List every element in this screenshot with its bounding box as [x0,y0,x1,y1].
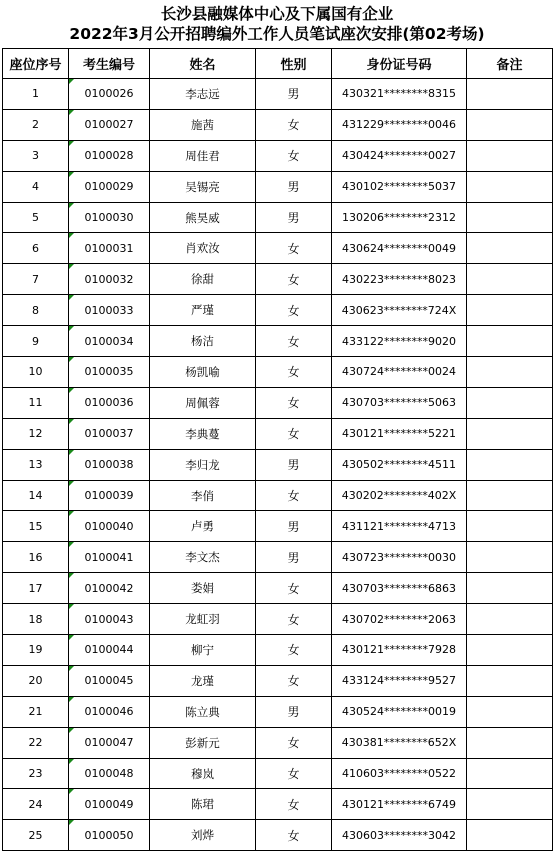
seat-cell: 20 [3,665,69,696]
id-number-cell: 430703********6863 [332,573,467,604]
gender-cell: 女 [256,418,332,449]
id-number-cell: 430624********0049 [332,233,467,264]
table-row [3,109,553,140]
note-cell [467,295,553,326]
table-row [3,604,553,635]
exam-number-cell: 0100047 [69,727,150,758]
table-row [3,511,553,542]
name-cell: 杨洁 [150,326,256,357]
exam-number-cell: 0100026 [69,79,150,110]
exam-number-cell: 0100041 [69,542,150,573]
id-number-cell: 430703********5063 [332,387,467,418]
id-number-cell: 430524********0019 [332,696,467,727]
gender-cell: 女 [256,326,332,357]
table-row [3,573,553,604]
id-number-cell: 430202********402X [332,480,467,511]
note-cell [467,635,553,666]
table-row [3,233,553,264]
table-row [3,79,553,110]
table-row [3,295,553,326]
note-cell [467,140,553,171]
gender-cell: 女 [256,758,332,789]
note-cell [467,449,553,480]
table-row [3,140,553,171]
gender-cell: 男 [256,696,332,727]
exam-number-cell: 0100029 [69,171,150,202]
seat-cell: 2 [3,109,69,140]
id-number-cell: 431121********4713 [332,511,467,542]
name-cell: 施茜 [150,109,256,140]
note-cell [467,357,553,388]
note-cell [467,542,553,573]
seat-cell: 4 [3,171,69,202]
id-number-cell: 430121********6749 [332,789,467,820]
seat-cell: 14 [3,480,69,511]
gender-cell: 女 [256,635,332,666]
name-cell: 龙瑾 [150,665,256,696]
note-cell [467,511,553,542]
gender-cell: 女 [256,233,332,264]
seat-cell: 19 [3,635,69,666]
id-number-cell: 430121********5221 [332,418,467,449]
id-number-cell: 410603********0522 [332,758,467,789]
note-cell [467,789,553,820]
id-number-cell: 430121********7928 [332,635,467,666]
seating-table [2,48,553,851]
note-cell [467,264,553,295]
exam-number-cell: 0100037 [69,418,150,449]
name-cell: 李归龙 [150,449,256,480]
gender-cell: 男 [256,449,332,480]
exam-number-cell: 0100038 [69,449,150,480]
seat-cell: 6 [3,233,69,264]
exam-number-cell: 0100042 [69,573,150,604]
gender-cell: 女 [256,665,332,696]
header-id-number: 身份证号码 [332,49,467,79]
seat-cell: 18 [3,604,69,635]
seat-cell: 22 [3,727,69,758]
gender-cell: 女 [256,604,332,635]
exam-number-cell: 0100049 [69,789,150,820]
sheet-title-line2: 2022年3月公开招聘编外工作人员笔试座次安排(第02考场) [69,25,485,43]
name-cell: 徐甜 [150,264,256,295]
note-cell [467,79,553,110]
exam-number-cell: 0100050 [69,820,150,851]
gender-cell: 女 [256,140,332,171]
seat-cell: 16 [3,542,69,573]
exam-number-cell: 0100030 [69,202,150,233]
table-row [3,665,553,696]
seat-cell: 9 [3,326,69,357]
seat-cell: 13 [3,449,69,480]
table-row [3,820,553,851]
name-cell: 严瑾 [150,295,256,326]
table-row [3,635,553,666]
gender-cell: 女 [256,387,332,418]
table-row [3,387,553,418]
name-cell: 龙虹羽 [150,604,256,635]
note-cell [467,480,553,511]
name-cell: 周佩蓉 [150,387,256,418]
gender-cell: 女 [256,357,332,388]
header-name: 姓名 [150,49,256,79]
table-row [3,326,553,357]
note-cell [467,171,553,202]
exam-number-cell: 0100045 [69,665,150,696]
seat-cell: 7 [3,264,69,295]
id-number-cell: 430603********3042 [332,820,467,851]
name-cell: 陈立典 [150,696,256,727]
seat-cell: 21 [3,696,69,727]
seat-cell: 23 [3,758,69,789]
id-number-cell: 430724********0024 [332,357,467,388]
id-number-cell: 430623********724X [332,295,467,326]
table-row [3,449,553,480]
name-cell: 周佳君 [150,140,256,171]
note-cell [467,727,553,758]
exam-number-cell: 0100046 [69,696,150,727]
table-row [3,418,553,449]
name-cell: 肖欢汝 [150,233,256,264]
seat-cell: 1 [3,79,69,110]
seat-cell: 25 [3,820,69,851]
exam-number-cell: 0100036 [69,387,150,418]
table-row [3,727,553,758]
gender-cell: 女 [256,820,332,851]
exam-number-cell: 0100044 [69,635,150,666]
name-cell: 彭新元 [150,727,256,758]
exam-number-cell: 0100028 [69,140,150,171]
note-cell [467,758,553,789]
gender-cell: 女 [256,295,332,326]
name-cell: 刘烨 [150,820,256,851]
note-cell [467,573,553,604]
seat-cell: 11 [3,387,69,418]
note-cell [467,326,553,357]
seat-cell: 15 [3,511,69,542]
note-cell [467,202,553,233]
header-note: 备注 [467,49,553,79]
id-number-cell: 430702********2063 [332,604,467,635]
id-number-cell: 130206********2312 [332,202,467,233]
table-row [3,542,553,573]
table-body [3,79,553,851]
name-cell: 熊昊威 [150,202,256,233]
seat-cell: 17 [3,573,69,604]
name-cell: 吴锡亮 [150,171,256,202]
id-number-cell: 433124********9527 [332,665,467,696]
name-cell: 杨凯喻 [150,357,256,388]
note-cell [467,696,553,727]
seat-cell: 8 [3,295,69,326]
name-cell: 李文杰 [150,542,256,573]
table-row [3,758,553,789]
id-number-cell: 431229********0046 [332,109,467,140]
note-cell [467,665,553,696]
table-header-row [3,49,553,79]
name-cell: 卢勇 [150,511,256,542]
exam-number-cell: 0100040 [69,511,150,542]
name-cell: 李典蔓 [150,418,256,449]
name-cell: 柳宁 [150,635,256,666]
header-seat: 座位序号 [3,49,69,79]
header-gender: 性别 [256,49,332,79]
id-number-cell: 430321********8315 [332,79,467,110]
exam-number-cell: 0100031 [69,233,150,264]
gender-cell: 男 [256,511,332,542]
id-number-cell: 430502********4511 [332,449,467,480]
seat-cell: 12 [3,418,69,449]
gender-cell: 男 [256,542,332,573]
note-cell [467,418,553,449]
table-row [3,202,553,233]
id-number-cell: 433122********9020 [332,326,467,357]
name-cell: 陈珺 [150,789,256,820]
table-row [3,264,553,295]
table-row [3,480,553,511]
id-number-cell: 430102********5037 [332,171,467,202]
gender-cell: 女 [256,109,332,140]
seat-cell: 24 [3,789,69,820]
exam-number-cell: 0100032 [69,264,150,295]
note-cell [467,109,553,140]
gender-cell: 女 [256,573,332,604]
gender-cell: 女 [256,480,332,511]
note-cell [467,387,553,418]
gender-cell: 男 [256,171,332,202]
note-cell [467,604,553,635]
seat-cell: 5 [3,202,69,233]
name-cell: 穆岚 [150,758,256,789]
seat-cell: 10 [3,357,69,388]
exam-number-cell: 0100035 [69,357,150,388]
table-row [3,357,553,388]
id-number-cell: 430381********652X [332,727,467,758]
gender-cell: 女 [256,264,332,295]
note-cell [467,820,553,851]
gender-cell: 男 [256,79,332,110]
exam-number-cell: 0100034 [69,326,150,357]
id-number-cell: 430223********8023 [332,264,467,295]
table-row [3,696,553,727]
id-number-cell: 430723********0030 [332,542,467,573]
gender-cell: 女 [256,789,332,820]
header-exam-number: 考生编号 [69,49,150,79]
exam-number-cell: 0100033 [69,295,150,326]
table-row [3,789,553,820]
table-row [3,171,553,202]
seat-cell: 3 [3,140,69,171]
gender-cell: 男 [256,202,332,233]
exam-number-cell: 0100027 [69,109,150,140]
note-cell [467,233,553,264]
exam-number-cell: 0100039 [69,480,150,511]
gender-cell: 女 [256,727,332,758]
sheet-title-line1: 长沙县融媒体中心及下属国有企业 [160,5,394,23]
name-cell: 李俏 [150,480,256,511]
name-cell: 李志远 [150,79,256,110]
exam-number-cell: 0100048 [69,758,150,789]
id-number-cell: 430424********0027 [332,140,467,171]
exam-number-cell: 0100043 [69,604,150,635]
name-cell: 娄娟 [150,573,256,604]
